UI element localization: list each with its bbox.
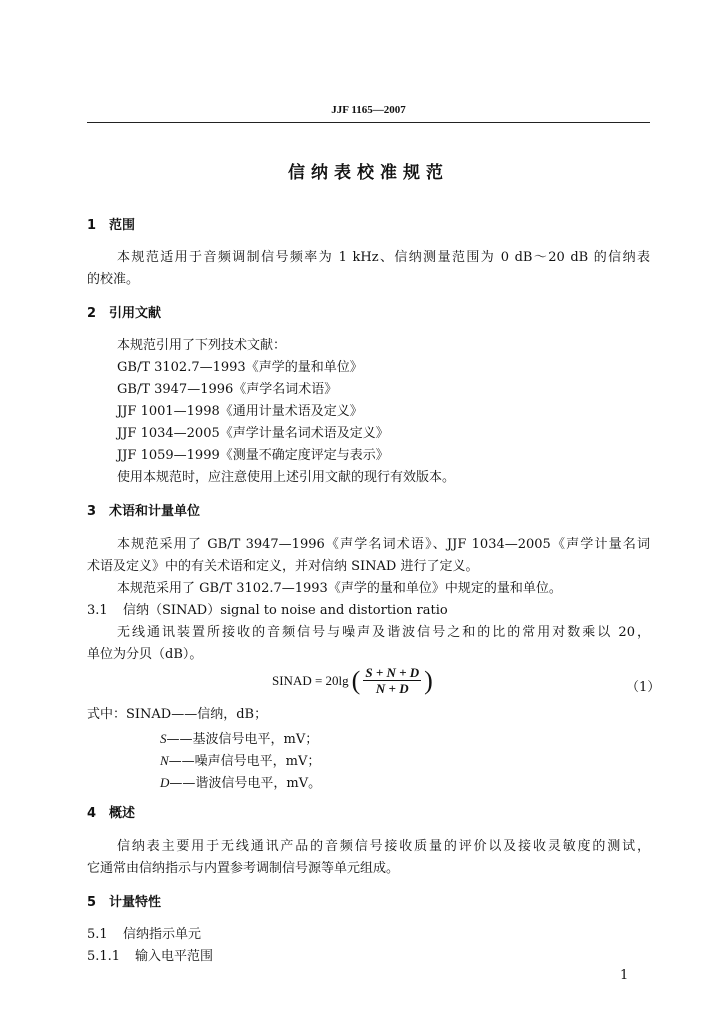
section-2-heading: 2 引用文献 [87, 306, 162, 321]
formula-fraction [363, 665, 421, 696]
section-4-heading: 4 概述 [87, 806, 136, 821]
sinad-formula [272, 665, 433, 696]
section-3-1-paragraph-line-1: 无线通讯装置所接收的音频信号与噪声及谐波信号之和的比的常用对数乘以 20， [117, 625, 650, 640]
formula-denominator: N + D [375, 681, 409, 696]
reference-item: GB/T 3947—1996《声学名词术语》 [117, 382, 338, 397]
formula-left-paren: ( [351, 665, 361, 695]
formula-numerator: S + N + D [365, 665, 420, 680]
section-3-1-heading: 3.1 信纳（SINAD）signal to noise and distortion ratio [87, 603, 448, 618]
variable-definition: N——噪声信号电平，mV； [160, 753, 321, 769]
section-4-paragraph-line-2: 它通常由信纳指示与内置参考调制信号源等单元组成。 [87, 861, 400, 876]
equation-number: （1） [626, 680, 661, 695]
section-5-1-1-heading: 5.1.1 输入电平范围 [87, 949, 214, 964]
document-title: 信纳表校准规范 [288, 163, 449, 183]
section-1-heading: 1 范围 [87, 218, 136, 233]
section-3-paragraph-1-line-1: 本规范采用了 GB/T 3947—1996《声学名词术语》、JJF 1034—2005《声学计量名词 [117, 537, 650, 552]
reference-item: JJF 1001—1998《通用计量术语及定义》 [117, 404, 363, 419]
formula-right-paren: ) [424, 665, 433, 695]
reference-item: JJF 1034—2005《声学计量名词术语及定义》 [117, 426, 389, 441]
section-3-heading: 3 术语和计量单位 [87, 504, 201, 519]
section-5-1-heading: 5.1 信纳指示单元 [87, 927, 202, 942]
running-header: JJF 1165—2007 [331, 104, 406, 116]
section-2-outro: 使用本规范时，应注意使用上述引用文献的现行有效版本。 [117, 470, 456, 485]
variable-definition: D——谐波信号电平，mV。 [160, 775, 322, 791]
section-4-paragraph-line-1: 信纳表主要用于无线通讯产品的音频信号接收质量的评价以及接收灵敏度的测试， [117, 839, 650, 854]
section-1-paragraph-line-1: 本规范适用于音频调制信号频率为 1 kHz、信纳测量范围为 0 dB～20 dB 的信纳表 [117, 250, 650, 265]
page-number: 1 [620, 968, 629, 983]
header-rule [87, 122, 650, 123]
variable-definition: S——基波信号电平，mV； [160, 731, 319, 747]
section-3-paragraph-1-line-2: 术语及定义》中的有关术语和定义，并对信纳 SINAD 进行了定义。 [87, 559, 479, 574]
section-3-paragraph-2: 本规范采用了 GB/T 3102.7—1993《声学的量和单位》中规定的量和单位。 [117, 581, 562, 596]
section-5-heading: 5 计量特性 [87, 895, 162, 910]
section-1-paragraph-line-2: 的校准。 [87, 272, 140, 287]
where-clause: 式中：SINAD——信纳，dB； [87, 707, 268, 722]
formula-lhs: SINAD = 20lg [272, 672, 349, 688]
reference-item: GB/T 3102.7—1993《声学的量和单位》 [117, 360, 363, 375]
section-2-intro: 本规范引用了下列技术文献： [117, 338, 287, 353]
reference-item: JJF 1059—1999《测量不确定度评定与表示》 [117, 448, 389, 463]
section-3-1-paragraph-line-2: 单位为分贝（dB）。 [87, 647, 203, 662]
